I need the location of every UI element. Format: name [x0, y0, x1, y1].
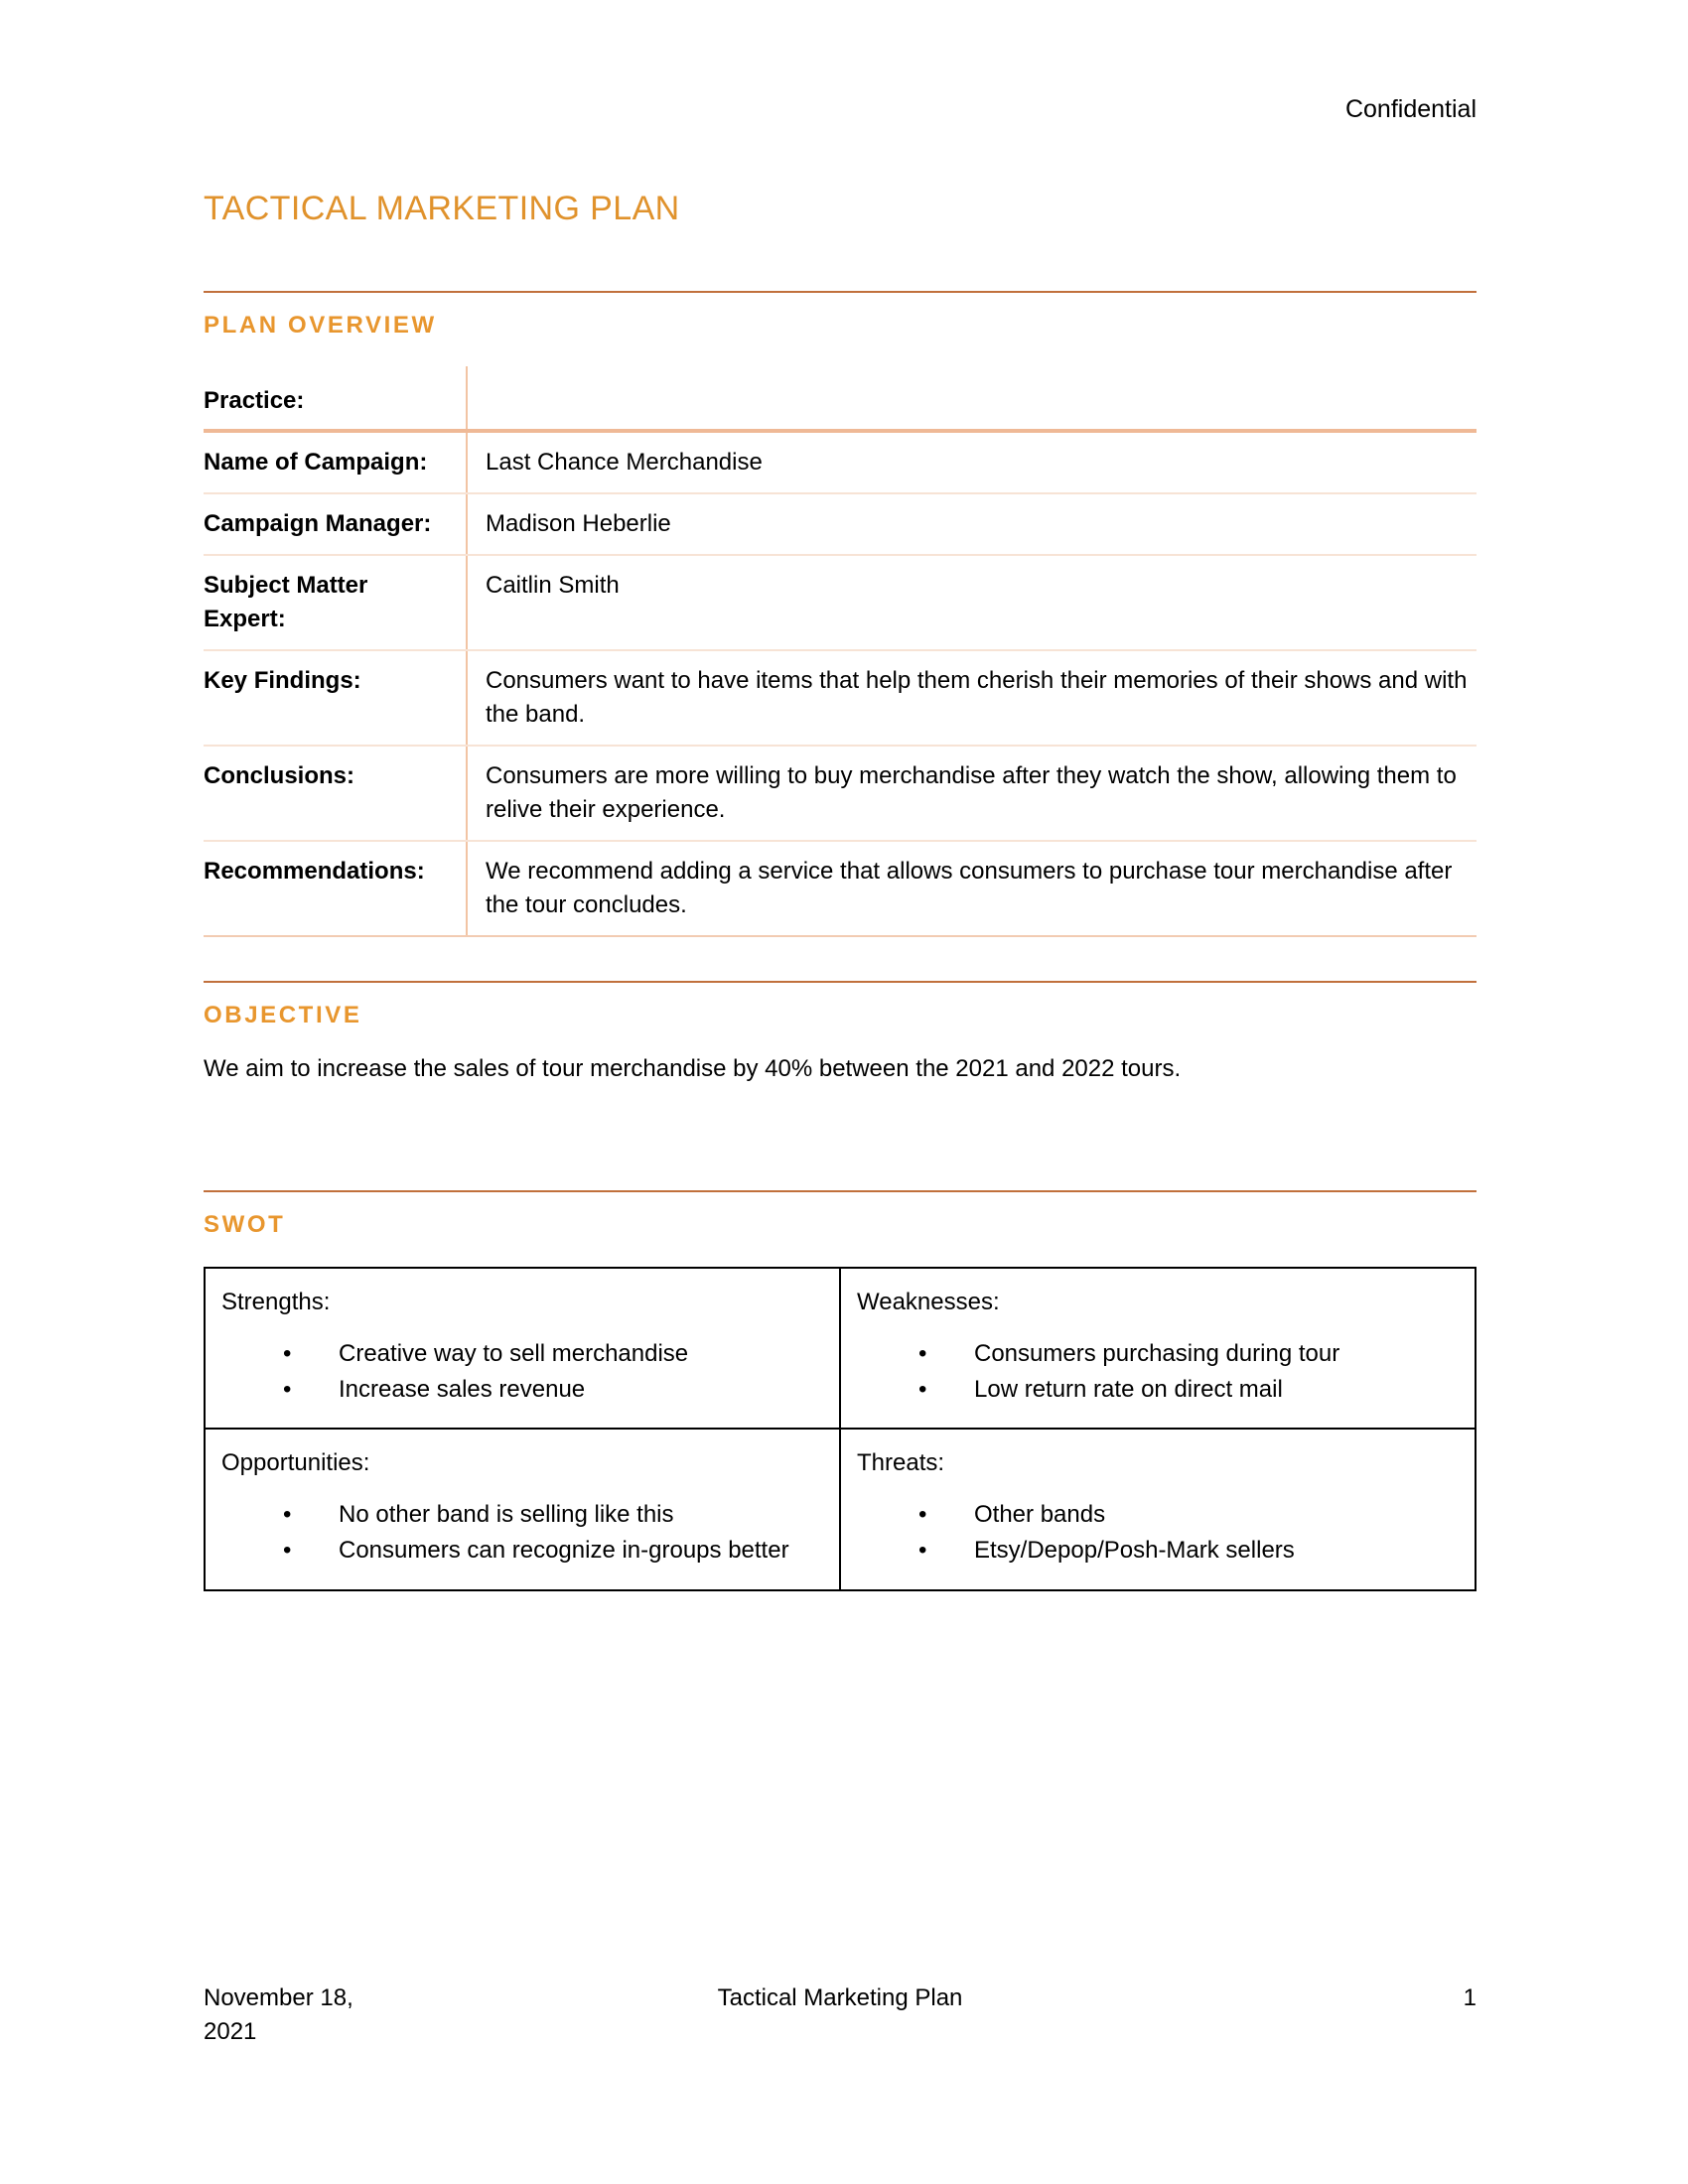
- swot-cell-weaknesses: [840, 1268, 1476, 1429]
- table-row: [205, 1268, 1476, 1429]
- bullet-icon: •: [283, 1340, 292, 1368]
- row-value-conclusions: Consumers are more willing to buy merchandise after they watch the show, allowing them to relive their experience.: [467, 746, 1477, 841]
- swot-cell-threats: [840, 1429, 1476, 1589]
- swot-cell-strengths: [205, 1268, 840, 1429]
- list-item-label: Creative way to sell merchandise: [339, 1340, 689, 1368]
- list-item: [221, 1534, 827, 1568]
- table-row: [205, 1429, 1476, 1589]
- swot-cell-opportunities: [205, 1429, 840, 1589]
- list-item-label: Etsy/Depop/Posh-Mark sellers: [974, 1537, 1295, 1564]
- row-value-subject-matter-expert: Caitlin Smith: [467, 555, 1477, 650]
- section-divider-plan-overview: [204, 291, 1477, 293]
- swot-list-weaknesses: [857, 1337, 1463, 1406]
- row-value-practice: [467, 366, 1477, 431]
- list-item-label: Other bands: [974, 1501, 1106, 1529]
- swot-title-threats: Threats:: [857, 1449, 945, 1477]
- swot-table: [204, 1267, 1477, 1591]
- list-item-label: Low return rate on direct mail: [974, 1375, 1283, 1403]
- plan-overview-table: [204, 366, 1477, 938]
- row-label-campaign-manager: Campaign Manager:: [204, 493, 467, 555]
- list-item-label: Increase sales revenue: [339, 1375, 586, 1403]
- row-label-practice: Practice:: [204, 366, 467, 431]
- list-item: [857, 1337, 1463, 1371]
- list-item: [221, 1337, 827, 1371]
- swot-list-strengths: [221, 1337, 827, 1406]
- swot-list-opportunities: [221, 1498, 827, 1567]
- row-label-recommendations: Recommendations:: [204, 841, 467, 936]
- page-title: TACTICAL MARKETING PLAN: [204, 190, 680, 227]
- objective-body-text: We aim to increase the sales of tour merchandise by 40% between the 2021 and 2022 tours.: [204, 1055, 1182, 1083]
- bullet-icon: •: [283, 1501, 292, 1529]
- list-item-label: No other band is selling like this: [339, 1501, 674, 1529]
- row-value-key-findings: Consumers want to have items that help them cherish their memories of their shows and with the band.: [467, 650, 1477, 746]
- section-heading-objective: OBJECTIVE: [204, 1002, 362, 1029]
- list-item: [857, 1498, 1463, 1532]
- list-item: [857, 1373, 1463, 1407]
- document-content: [204, 189, 1477, 1591]
- list-item-label: Consumers purchasing during tour: [974, 1340, 1340, 1368]
- section-plan-overview: [204, 291, 1477, 938]
- table-row: [204, 746, 1477, 841]
- table-row: [204, 431, 1477, 493]
- bullet-icon: •: [918, 1375, 927, 1403]
- page-header: [204, 94, 1477, 125]
- row-value-name-of-campaign: Last Chance Merchandise: [467, 431, 1477, 493]
- row-value-recommendations: We recommend adding a service that allows consumers to purchase tour merchandise after the tour concludes.: [467, 841, 1477, 936]
- list-item-label: Consumers can recognize in-groups better: [339, 1537, 789, 1564]
- section-objective: [204, 981, 1477, 1087]
- confidential-label: Confidential: [1344, 95, 1477, 123]
- bullet-icon: •: [918, 1537, 927, 1564]
- table-row: [204, 366, 1477, 431]
- row-label-key-findings: Key Findings:: [204, 650, 467, 746]
- footer-document-title: Tactical Marketing Plan: [717, 1984, 963, 2011]
- list-item: [221, 1498, 827, 1532]
- footer-date: November 18, 2021: [204, 1984, 353, 2046]
- bullet-icon: •: [918, 1340, 927, 1368]
- swot-title-opportunities: Opportunities:: [221, 1449, 370, 1477]
- bullet-icon: •: [283, 1537, 292, 1564]
- table-row: [204, 555, 1477, 650]
- section-heading-plan-overview: PLAN OVERVIEW: [204, 311, 437, 339]
- swot-title-strengths: Strengths:: [221, 1288, 331, 1315]
- table-row: [204, 650, 1477, 746]
- row-label-subject-matter-expert: Subject Matter Expert:: [204, 555, 467, 650]
- table-row: [204, 493, 1477, 555]
- bullet-icon: •: [918, 1501, 927, 1529]
- swot-title-weaknesses: Weaknesses:: [857, 1288, 1000, 1315]
- list-item: [221, 1373, 827, 1407]
- section-divider-swot: [204, 1190, 1477, 1192]
- bullet-icon: •: [283, 1375, 292, 1403]
- footer-page-number: 1: [1463, 1984, 1477, 2011]
- section-heading-swot: SWOT: [204, 1211, 286, 1239]
- row-label-conclusions: Conclusions:: [204, 746, 467, 841]
- list-item: [857, 1534, 1463, 1568]
- row-value-campaign-manager: Madison Heberlie: [467, 493, 1477, 555]
- section-divider-objective: [204, 981, 1477, 983]
- swot-list-threats: [857, 1498, 1463, 1567]
- row-label-name-of-campaign: Name of Campaign:: [204, 431, 467, 493]
- table-row: [204, 841, 1477, 936]
- section-swot: [204, 1190, 1477, 1591]
